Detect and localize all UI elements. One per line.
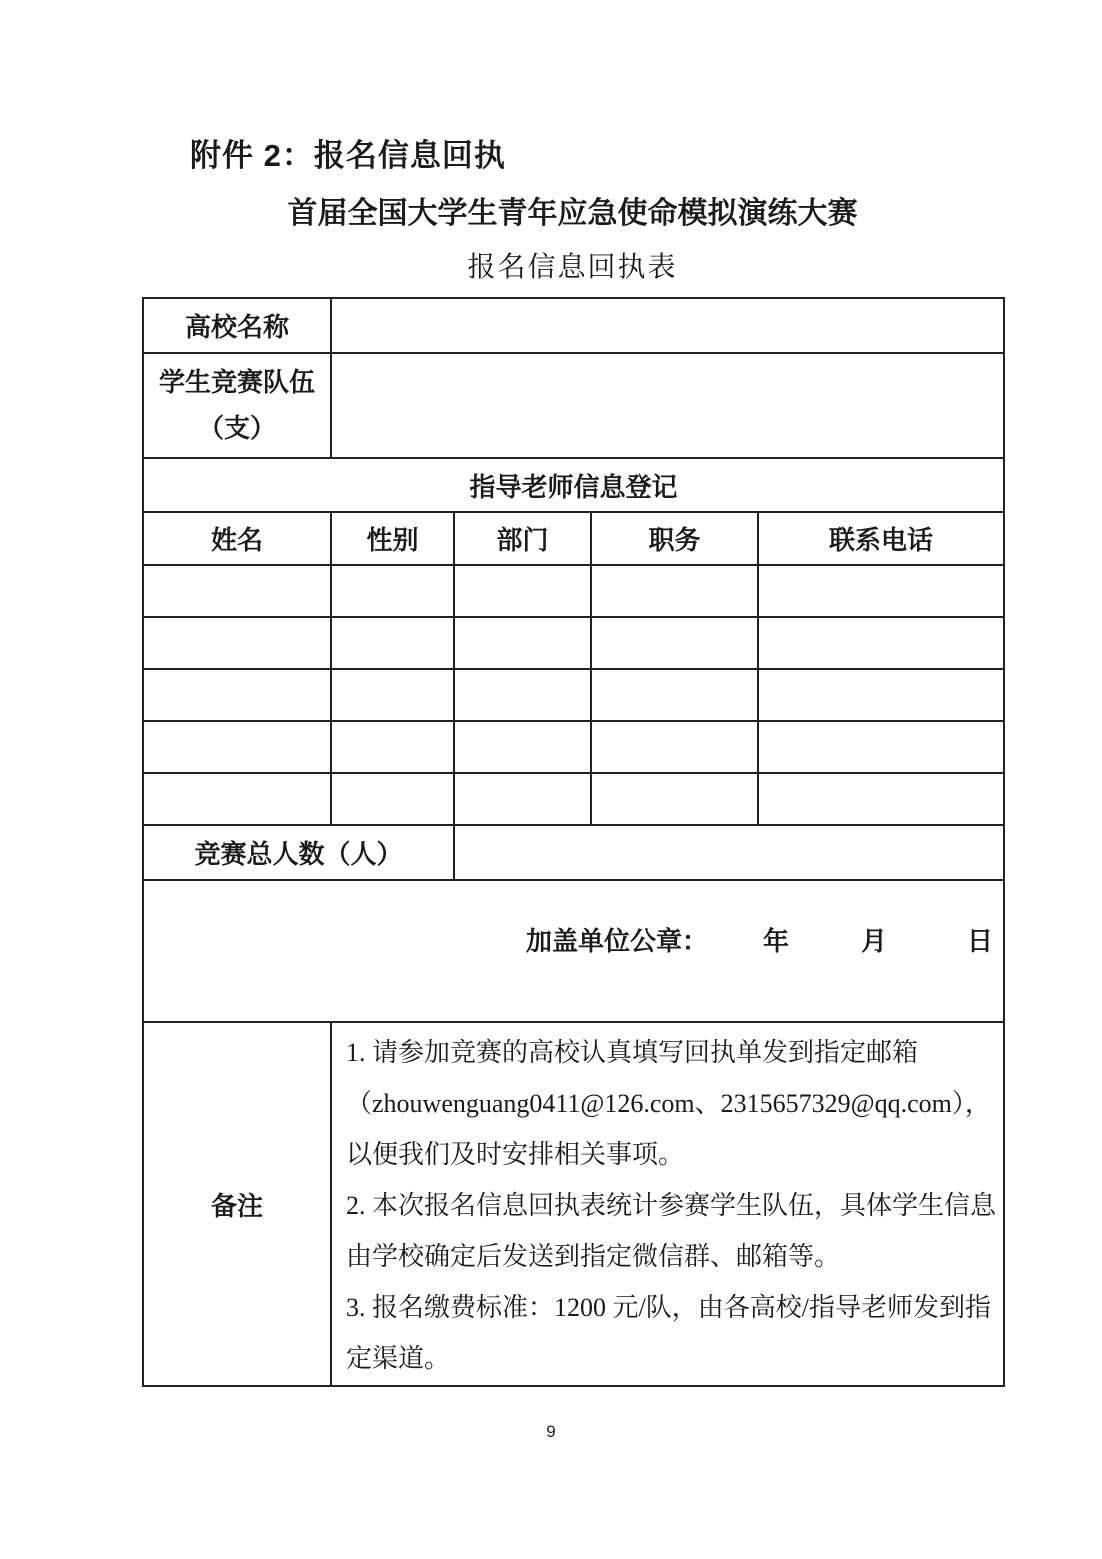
instructor-cell-phone	[758, 565, 1004, 617]
instructor-cell-department	[454, 617, 591, 669]
instructor-section-title: 指导老师信息登记	[143, 458, 1004, 512]
university-name-value-cell	[331, 298, 1004, 353]
instructor-empty-row	[143, 721, 1004, 773]
instructor-cell-position	[591, 565, 758, 617]
remarks-label: 备注	[143, 1022, 331, 1386]
remark-line: 1. 请参加竞赛的高校认真填写回执单发到指定邮箱	[346, 1037, 919, 1067]
instructor-empty-row	[143, 617, 1004, 669]
instructor-cell-phone	[758, 721, 1004, 773]
seal-row	[143, 880, 1004, 1022]
total-participants-label: 竞赛总人数（人）	[143, 825, 454, 880]
instructor-section-row	[143, 458, 1004, 512]
instructor-cell-name	[143, 565, 331, 617]
instructor-cell-department	[454, 669, 591, 721]
instructor-cell-department	[454, 565, 591, 617]
instructor-cell-phone	[758, 617, 1004, 669]
instructor-cell-name	[143, 617, 331, 669]
instructor-cell-name	[143, 721, 331, 773]
competition-title: 首届全国大学生青年应急使命模拟演练大赛	[287, 197, 858, 230]
attachment-title: 附件 2：报名信息回执	[190, 138, 506, 173]
instructor-cell-department	[454, 721, 591, 773]
total-participants-row	[143, 825, 1004, 880]
remarks-content	[331, 1022, 1004, 1386]
remark-line: （zhouwenguang0411@126.com、2315657329@qq.com），	[346, 1088, 991, 1118]
instructor-cell-gender	[331, 565, 454, 617]
seal-cell	[143, 880, 1004, 1022]
team-count-label	[143, 353, 331, 458]
remark-line: 3. 报名缴费标准：1200 元/队，由各高校/指导老师发到指	[346, 1292, 991, 1322]
page-number: 9	[546, 1422, 556, 1441]
seal-month-label: 月	[860, 926, 887, 956]
university-name-label: 高校名称	[143, 298, 331, 353]
seal-label: 加盖单位公章：	[525, 926, 708, 956]
instructor-cell-name	[143, 669, 331, 721]
column-header-position: 职务	[591, 512, 758, 565]
form-title: 报名信息回执表	[467, 252, 678, 283]
remark-line: 由学校确定后发送到指定微信群、邮箱等。	[346, 1241, 841, 1271]
instructor-cell-position	[591, 669, 758, 721]
remark-line: 以便我们及时安排相关事项。	[346, 1139, 685, 1169]
instructor-cell-gender	[331, 669, 454, 721]
instructor-cell-phone	[758, 773, 1004, 825]
remarks-row	[143, 1022, 1004, 1386]
instructor-cell-department	[454, 773, 591, 825]
column-header-phone: 联系电话	[758, 512, 1004, 565]
remark-line: 定渠道。	[346, 1343, 451, 1373]
seal-day-label: 日	[966, 926, 993, 956]
instructor-cell-position	[591, 773, 758, 825]
seal-year-label: 年	[762, 926, 789, 956]
instructor-cell-phone	[758, 669, 1004, 721]
column-header-department: 部门	[454, 512, 591, 565]
column-header-gender: 性别	[331, 512, 454, 565]
remark-line: 2. 本次报名信息回执表统计参赛学生队伍，具体学生信息	[346, 1190, 997, 1220]
team-count-label-line2: （支）	[197, 413, 276, 443]
instructor-header-row	[143, 512, 1004, 565]
instructor-cell-gender	[331, 721, 454, 773]
team-count-value-cell	[331, 353, 1004, 458]
instructor-cell-gender	[331, 617, 454, 669]
instructor-empty-row	[143, 565, 1004, 617]
registration-table	[142, 297, 1005, 1387]
instructor-empty-row	[143, 669, 1004, 721]
instructor-cell-position	[591, 617, 758, 669]
total-participants-value-cell	[454, 825, 1004, 880]
university-name-row	[143, 298, 1004, 353]
team-count-row	[143, 353, 1004, 458]
team-count-label-line1: 学生竞赛队伍	[158, 367, 315, 397]
instructor-cell-gender	[331, 773, 454, 825]
instructor-empty-row	[143, 773, 1004, 825]
instructor-cell-position	[591, 721, 758, 773]
column-header-name: 姓名	[143, 512, 331, 565]
instructor-cell-name	[143, 773, 331, 825]
